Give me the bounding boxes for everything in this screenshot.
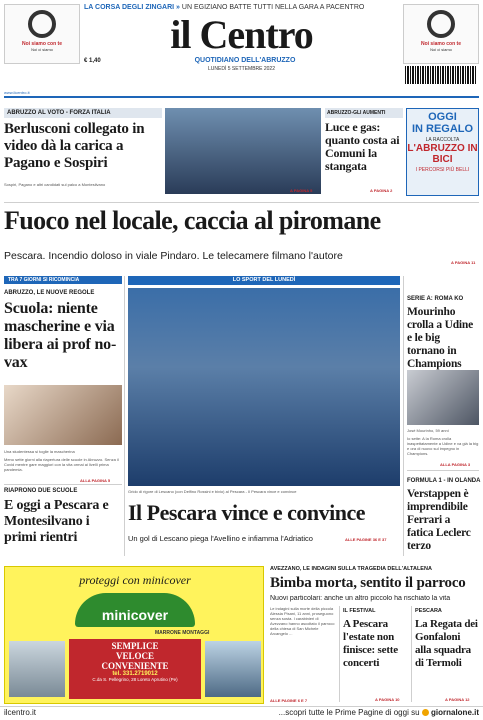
chevron-right-icon: » — [176, 4, 180, 11]
globe-icon — [422, 709, 429, 716]
ad-partner: MARRONE MONTAGGI — [155, 630, 210, 636]
ad-line3: CONVENIENTE — [101, 661, 169, 671]
school-body: Meno sette giorni alla riapertura delle scuole in Abruzzo. Senza il Covid mentre gare maggiori con la vita ormai ai livelli prima pandemia. — [4, 457, 119, 472]
footer-brand: giornalone.it — [431, 708, 479, 717]
ad-photo-left — [9, 641, 65, 697]
left-promo-sub: Noi ci siamo — [31, 47, 53, 52]
avezzano-headline[interactable]: Bimba morta, sentito il parroco — [270, 575, 466, 591]
roma-caption: José Mourinho, 59 anni — [407, 428, 449, 433]
footer-right-text[interactable] — [200, 708, 479, 717]
festival-headline[interactable]: A Pescara l'estate non finisce: sette concerti — [343, 618, 398, 669]
main-page: A PAGINA 11 — [451, 260, 476, 265]
right-promo-box — [403, 4, 479, 64]
footer-right-label: ...scopri tutte le Prime Pagine di oggi su — [278, 708, 420, 717]
energy-page: A PAGINA 2 — [370, 188, 393, 193]
steering-wheel-icon — [28, 10, 56, 38]
footer-divider — [0, 706, 483, 707]
top-banner-title: LA CORSA DEGLI ZINGARI — [84, 4, 175, 11]
reopen-headline[interactable]: E oggi a Pescara e Montesilvano i primi rientri — [4, 498, 109, 545]
barcode — [405, 66, 477, 84]
ad-line1: SEMPLICE — [111, 641, 159, 651]
ad-line2: VELOCE — [115, 651, 154, 661]
pescara-kicker: PESCARA — [415, 608, 442, 614]
avezzano-body: Le indagini sulla morte della piccola Alessia Pisani, 11 anni, proseguono senza sosta. I carabinieri di Avezzano hanno ascoltato il parroco della chiesa di San Michele Arcangelo ... — [270, 606, 335, 636]
sport-photo — [128, 288, 400, 486]
gift-promo[interactable] — [406, 108, 479, 196]
politics-headline: Berlusconi collegato in video dà la carica a Pagano e Sospiri — [4, 121, 145, 171]
masthead[interactable]: il Centro — [170, 12, 313, 57]
price-label: € 1,40 — [84, 58, 101, 64]
right-promo-sub: Noi ci siamo — [430, 47, 452, 52]
ad-phone: tel. 331.2719012 — [112, 671, 158, 677]
right-divider — [407, 470, 479, 471]
pescara-rule — [411, 606, 412, 702]
school-headline[interactable]: Scuola: niente mascherine e via libera ai prof no-vax — [4, 300, 117, 371]
school-photo — [4, 385, 122, 445]
politics-article[interactable] — [4, 108, 162, 198]
gift-line3: LA RACCOLTA — [425, 137, 460, 143]
sport-page: ALLE PAGINE 36 E 37 — [345, 537, 387, 542]
top-banner-sub: UN EGIZIANO BATTE TUTTI NELLA GARA A PACENTRO — [181, 4, 365, 11]
festival-rule — [339, 606, 340, 702]
left-promo-box — [4, 4, 80, 64]
festival-page: A PAGINA 10 — [375, 697, 400, 702]
minicover-ad[interactable] — [4, 566, 264, 704]
sport-left-rule — [124, 276, 125, 556]
politics-kicker: ABRUZZO AL VOTO - FORZA ITALIA — [4, 108, 162, 118]
roma-kicker: SERIE A: ROMA KO — [407, 296, 464, 302]
ad-text-box — [69, 639, 201, 699]
left-promo-title: Noi siamo con te — [21, 41, 62, 47]
sport-headline[interactable]: Il Pescara vince e convince — [128, 500, 365, 525]
header-divider — [4, 96, 479, 98]
right-promo-title: Noi siamo con te — [420, 41, 461, 47]
right-left-rule — [403, 276, 404, 556]
roma-body: Io sette: A la Roma crolla inaspettatamente a Udine e va già la big e ora di nuovo sul impegno in Champions. — [407, 436, 479, 456]
avezzano-page: ALLE PAGINE 6 E 7 — [270, 698, 308, 703]
school-caption: Una studentessa si toglie la mascherina — [4, 449, 75, 454]
energy-article[interactable] — [325, 108, 403, 198]
roma-headline[interactable]: Mourinho crolla a Udine e le big tornano in Champions — [407, 306, 473, 370]
school-banner: TRA 7 GIORNI SI RICOMINCIA — [4, 276, 122, 284]
mourinho-photo — [407, 370, 479, 425]
gift-line4: L'ABRUZZO IN BICI — [407, 143, 478, 165]
date-label: LUNEDÌ 5 SETTEMBRE 2022 — [208, 66, 275, 72]
website-label[interactable]: www.ilcentro.it — [4, 90, 30, 95]
gift-line1: OGGI — [428, 111, 457, 123]
energy-headline: Luce e gas: quanto costa ai Comuni la stangata — [325, 120, 400, 173]
steering-wheel-icon — [427, 10, 455, 38]
festival-kicker: IL FESTIVAL — [343, 608, 376, 614]
f1-headline[interactable]: Verstappen è imprendibile Ferrari a fatica Leclerc terzo — [407, 488, 471, 552]
pescara-page: A PAGINA 12 — [445, 697, 470, 702]
sport-banner: LO SPORT DEL LUNEDÌ — [128, 276, 400, 285]
politics-photo — [165, 108, 321, 194]
gift-line5: I PERCORSI PIÙ BELLI — [415, 167, 470, 173]
gift-line2: IN REGALO — [411, 123, 474, 135]
ad-brand: minicover — [101, 607, 169, 623]
sport-caption: Grido di rigore di Lescano (con Delfino Rossini e bivio) al Pescara - Il Pescara vince e convince — [128, 489, 297, 494]
ad-slogan: proteggi con minicover — [79, 573, 191, 587]
main-headline[interactable]: Fuoco nel locale, caccia al piromane — [4, 206, 381, 235]
ad-address: C.da S. Pellegrino, 28 Loreto Aprutino (Pe) — [92, 677, 178, 682]
f1-kicker: FORMULA 1 - IN OLANDA — [407, 478, 481, 484]
pescara-headline[interactable]: La Regata dei Gonfaloni alla squadra di Termoli — [415, 618, 478, 669]
avezzano-subhead: Nuovi particolari: anche un altro piccolo ha rischiato la vita — [270, 595, 451, 602]
main-subhead: Pescara. Incendio doloso in viale Pindaro. Le telecamere filmano l'autore — [4, 250, 343, 262]
ad-photo-right — [205, 641, 261, 697]
school-kicker: ABRUZZO, LE NUOVE REGOLE — [4, 290, 95, 296]
sport-subhead: Un gol di Lescano piega l'Avellino e infiamma l'Adriatico — [128, 534, 313, 543]
reopen-kicker: RIAPRONO DUE SCUOLE — [4, 488, 78, 494]
roma-page: ALLA PAGINA 3 — [440, 462, 471, 467]
politics-caption: Sospiri, Pagano e altri candidati sul palco a Montesilvano — [4, 182, 106, 187]
footer-left-link[interactable]: ilcentro.it — [4, 708, 37, 717]
avezzano-kicker: AVEZZANO, LE INDAGINI SULLA TRAGEDIA DELL'ALTALENA — [270, 566, 432, 572]
left-divider — [4, 484, 122, 485]
tagline: QUOTIDIANO DELL'ABRUZZO — [194, 57, 296, 64]
main-divider — [4, 202, 479, 203]
school-page: ALLA PAGINA 5 — [80, 478, 111, 483]
energy-kicker: ABRUZZO-GLI AUMENTI — [325, 108, 403, 118]
politics-page: A PAGINA 5 — [290, 188, 313, 193]
